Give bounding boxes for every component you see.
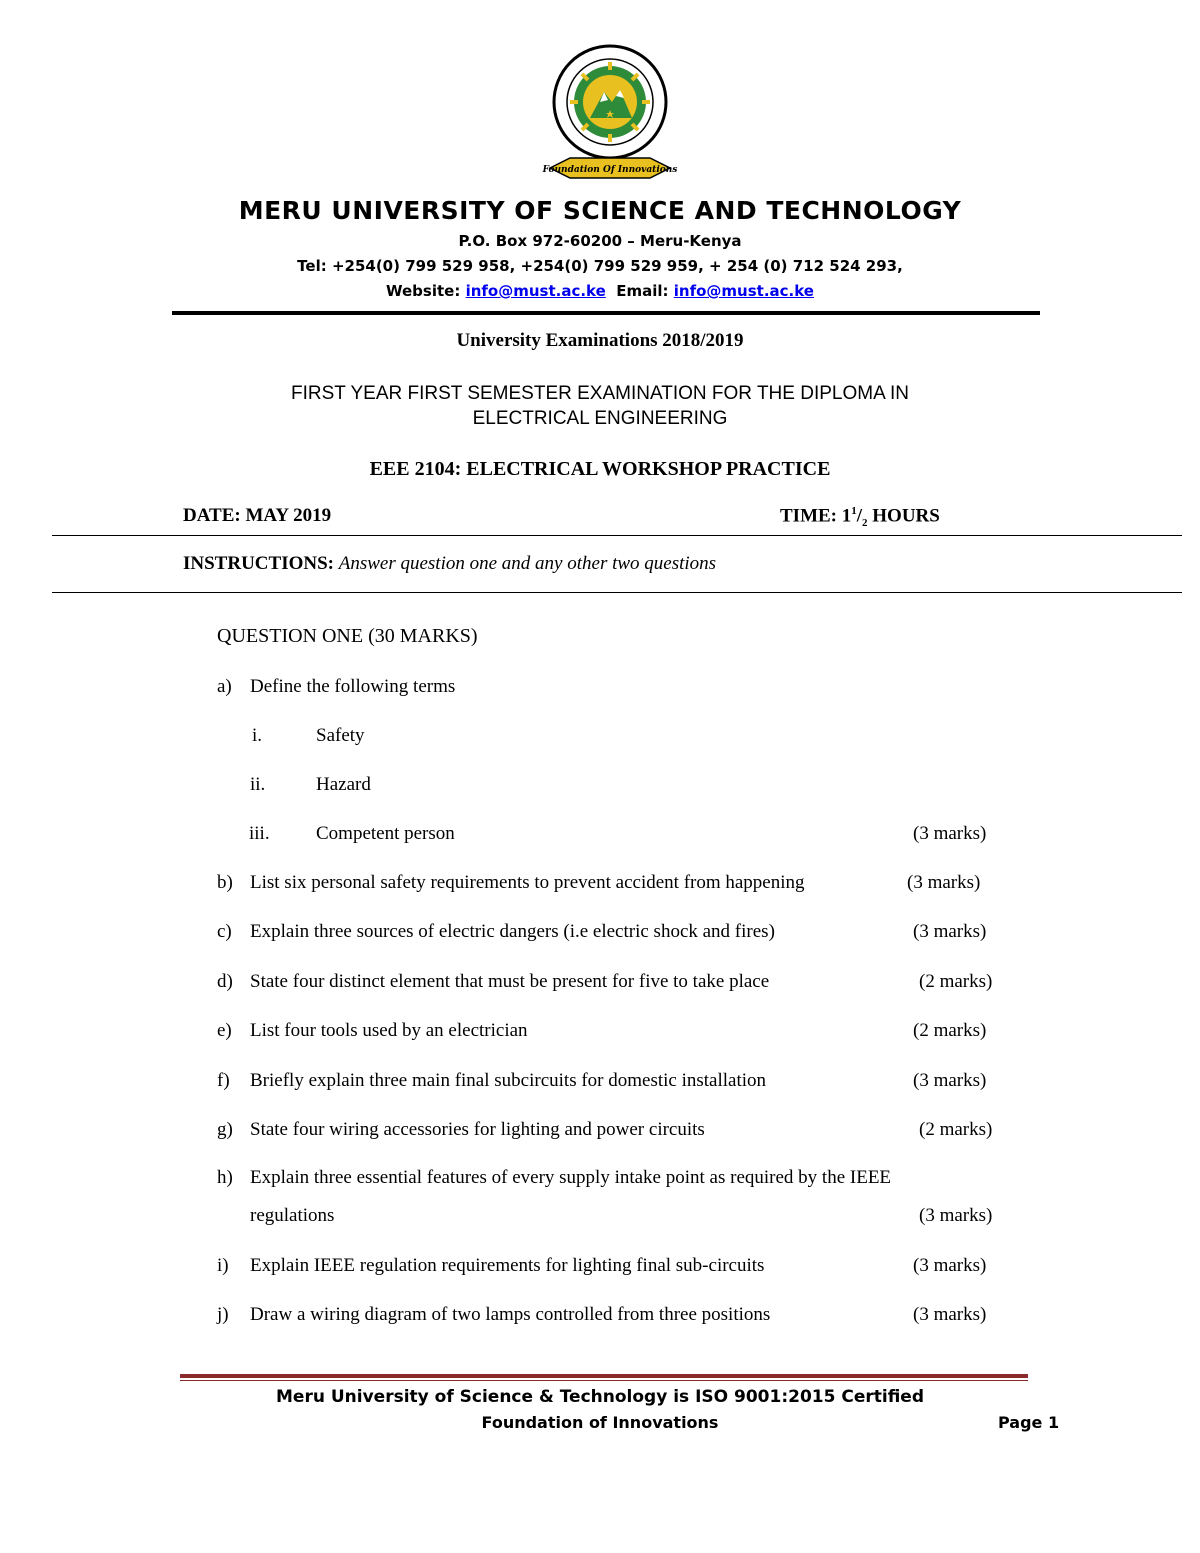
logo-seal-icon [540, 40, 680, 190]
item-label: d) [217, 971, 233, 992]
exam-title-line1: FIRST YEAR FIRST SEMESTER EXAMINATION FOR THE DIPLOMA IN [291, 383, 909, 404]
footer-certification: Meru University of Science & Technology is ISO 9001:2015 Certified [276, 1387, 924, 1407]
email-link[interactable]: info@must.ac.ke [673, 282, 814, 300]
divider [52, 535, 1182, 536]
marks: (3 marks) [913, 1304, 987, 1325]
divider [52, 592, 1182, 593]
item-label: c) [217, 921, 232, 942]
header-divider [172, 311, 1040, 315]
marks: (3 marks) [913, 1255, 987, 1276]
university-name: MERU UNIVERSITY OF SCIENCE AND TECHNOLOGY [238, 196, 962, 225]
sub-item-label: ii. [250, 774, 266, 795]
contact-links [0, 282, 1200, 300]
exam-date: DATE: MAY 2019 [183, 505, 332, 526]
item-text: State four wiring accessories for lighting and power circuits [250, 1119, 705, 1140]
item-label: i) [217, 1255, 229, 1276]
sub-item-label: iii. [249, 823, 270, 844]
marks: (3 marks) [913, 1070, 987, 1091]
sub-item-text: Safety [316, 725, 365, 746]
sub-item-text: Hazard [316, 774, 371, 795]
exam-time: TIME: $1^1/_2$ HOURS [780, 505, 940, 530]
item-text: Explain three essential features of every supply intake point as required by the IEEE [250, 1167, 892, 1188]
marks: (2 marks) [913, 1020, 987, 1041]
exam-year: University Examinations 2018/2019 [456, 330, 744, 351]
exam-title-line2: ELECTRICAL ENGINEERING [472, 408, 728, 429]
sub-item-label: i. [252, 725, 263, 746]
marks: (3 marks) [907, 872, 981, 893]
course-title: EEE 2104: ELECTRICAL WORKSHOP PRACTICE [369, 458, 831, 480]
email-label: Email: [616, 282, 669, 300]
item-text: List four tools used by an electrician [250, 1020, 528, 1041]
instructions-text: Answer question one and any other two questions [338, 553, 717, 574]
item-text: List six personal safety requirements to prevent accident from happening [250, 872, 805, 893]
website-label: Website: [386, 282, 461, 300]
item-label: b) [217, 872, 233, 893]
page-number: Page 1 [998, 1413, 1060, 1432]
item-text: regulations [250, 1205, 335, 1226]
sub-item-text: Competent person [316, 823, 455, 844]
instructions [183, 553, 716, 575]
item-text: Briefly explain three main final subcircuits for domestic installation [250, 1070, 767, 1091]
item-label: a) [217, 676, 232, 697]
item-label: j) [217, 1304, 229, 1325]
item-label: g) [217, 1119, 233, 1140]
telephone: Tel: +254(0) 799 529 958, +254(0) 799 529 959, + 254 (0) 712 524 293, [297, 257, 903, 275]
footer-divider-thin [180, 1380, 1028, 1381]
item-text: Draw a wiring diagram of two lamps controlled from three positions [250, 1304, 771, 1325]
item-text: State four distinct element that must be present for five to take place [250, 971, 770, 992]
item-label: e) [217, 1020, 232, 1041]
question-title: QUESTION ONE (30 MARKS) [217, 625, 478, 647]
marks: (3 marks) [913, 921, 987, 942]
marks: (2 marks) [919, 1119, 993, 1140]
item-text: Define the following terms [250, 676, 456, 697]
exam-title [0, 381, 1200, 431]
footer-motto: Foundation of Innovations [481, 1413, 719, 1432]
footer-divider [180, 1374, 1028, 1378]
marks: (2 marks) [919, 971, 993, 992]
marks: (3 marks) [913, 823, 987, 844]
item-text: Explain IEEE regulation requirements for lighting final sub-circuits [250, 1255, 765, 1276]
instructions-label: INSTRUCTIONS: [183, 553, 334, 574]
marks: (3 marks) [919, 1205, 993, 1226]
po-box: P.O. Box 972-60200 – Meru-Kenya [458, 232, 742, 250]
item-label: h) [217, 1167, 233, 1188]
svg-text:Foundation Of Innovations: Foundation Of Innovations [542, 165, 678, 175]
item-label: f) [217, 1070, 230, 1091]
university-logo [540, 40, 680, 190]
website-link[interactable]: info@must.ac.ke [465, 282, 606, 300]
item-text: Explain three sources of electric dangers (i.e electric shock and fires) [250, 921, 775, 942]
